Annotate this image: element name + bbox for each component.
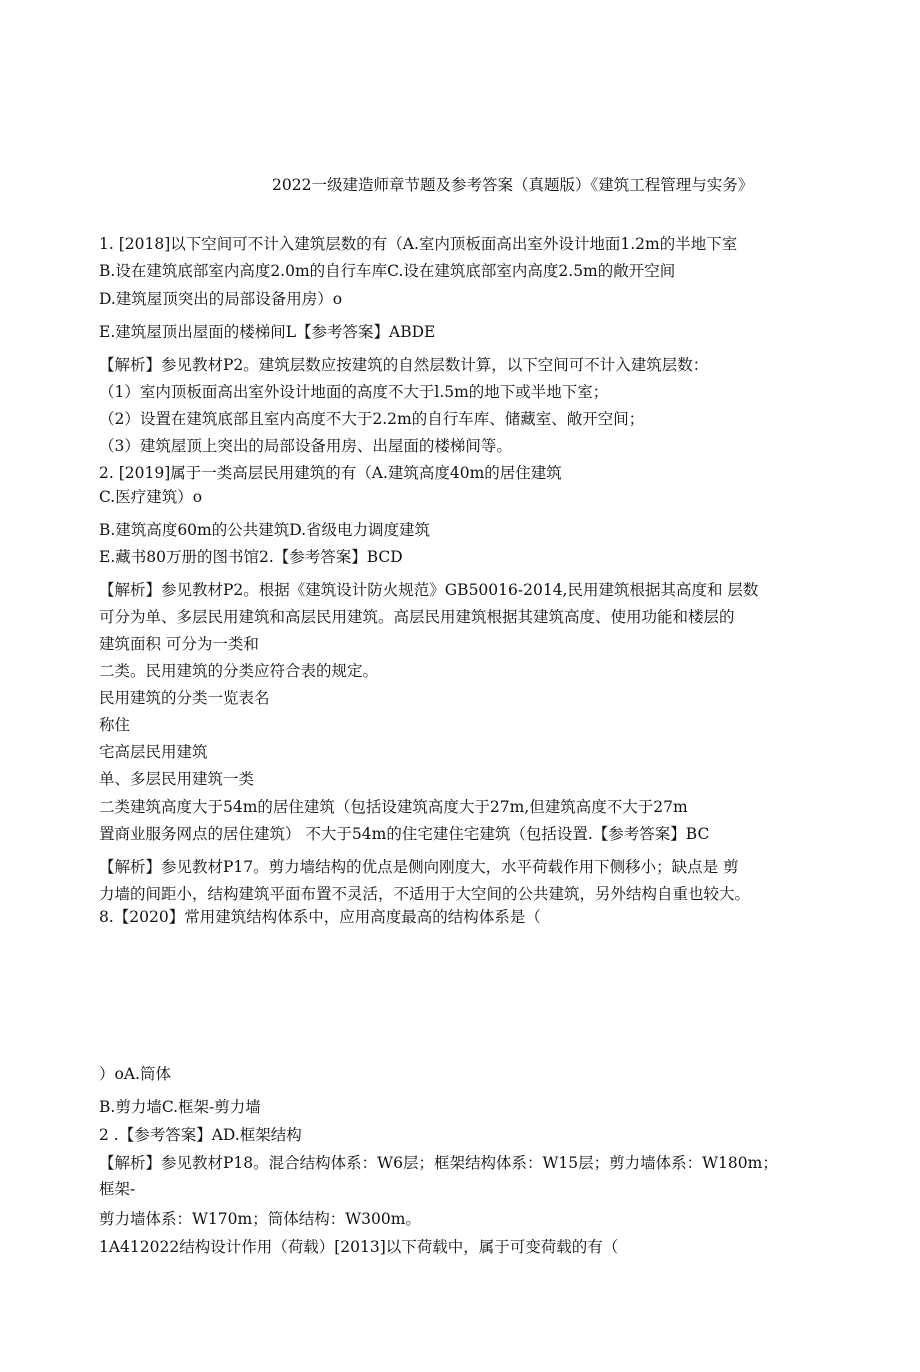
text-line: 宅高层民用建筑 xyxy=(99,743,208,761)
text-line: E.藏书80万册的图书馆2.【参考答案】BCD xyxy=(99,548,403,566)
text-line: 【解析】参见教材P2。建筑层数应按建筑的自然层数计算，以下空间可不计入建筑层数： xyxy=(99,356,709,374)
text-line: （1）室内顶板面高出室外设计地面的高度不大于l.5m的地下或半地下室； xyxy=(99,383,609,401)
text-line: 置商业服务网点的居住建筑） 不大于54m的住宅建住宅建筑（包括设置.【参考答案】BC xyxy=(99,825,710,843)
text-line: 二类建筑高度大于54m的居住建筑（包括设建筑高度大于27m,但建筑高度不大于27m xyxy=(99,798,688,816)
text-line: B.剪力墙C.框架-剪力墙 xyxy=(99,1098,261,1116)
text-line: B.建筑高度60m的公共建筑D.省级电力调度建筑 xyxy=(99,521,431,539)
text-line: 框架- xyxy=(99,1180,136,1198)
text-line: 2 .【参考答案】AD.框架结构 xyxy=(99,1126,302,1144)
text-line: 【解析】参见教材P17。剪力墙结构的优点是侧向刚度大，水平荷载作用下侧移小；缺点是 剪 xyxy=(99,858,739,876)
text-line: 可分为单、多层民用建筑和高层民用建筑。高层民用建筑根据其建筑高度、使用功能和楼层的 xyxy=(99,608,735,626)
text-line: B.设在建筑底部室内高度2.0m的自行车库C.设在建筑底部室内高度2.5m的敞开空间 xyxy=(99,262,676,280)
text-line: 建筑面积 可分为一类和 xyxy=(99,635,259,653)
text-line: （3）建筑屋顶上突出的局部设备用房、出屋面的楼梯间等。 xyxy=(99,437,512,455)
text-line: 剪力墙体系：W170m；筒体结构：W300m。 xyxy=(99,1210,421,1228)
text-line: 二类。民用建筑的分类应符合表的规定。 xyxy=(99,662,379,680)
text-line: ）oA.筒体 xyxy=(99,1065,171,1083)
text-line: 力墙的间距小，结构建筑平面布置不灵活，不适用于大空间的公共建筑，另外结构自重也较大。 xyxy=(99,885,751,903)
text-line: 2. [2019]属于一类高层民用建筑的有（A.建筑高度40m的居住建筑 xyxy=(99,464,562,482)
text-line: E.建筑屋顶出屋面的楼梯间L【参考答案】ABDE xyxy=(99,323,436,341)
text-line: 【解析】参见教材P2。根据《建筑设计防火规范》GB50016-2014,民用建筑根据其高度和 层数 xyxy=(99,581,759,599)
text-line: 【解析】参见教材P18。混合结构体系：W6层；框架结构体系：W15层；剪力墙体系：W180m； xyxy=(99,1154,778,1172)
text-line: 1. [2018]以下空间可不计入建筑层数的有（A.室内顶板面高出室外设计地面1.2m的半地下室 xyxy=(99,235,738,253)
text-line: 民用建筑的分类一览表名 xyxy=(99,689,270,707)
text-line: （2）设置在建筑底部且室内高度不大于2.2m的自行车库、储藏室、敞开空间； xyxy=(99,410,645,428)
text-line: 1A412022结构设计作用（荷载）[2013]以下荷载中，属于可变荷载的有（ xyxy=(99,1238,619,1256)
text-line: 称住 xyxy=(99,716,131,734)
text-line: C.医疗建筑）o xyxy=(99,488,203,506)
text-line: 8.【2020】常用建筑结构体系中，应用高度最高的结构体系是（ xyxy=(99,908,541,926)
page-title: 2022一级建造师章节题及参考答案（真题版）《建筑工程管理与实务》 xyxy=(272,176,754,194)
text-line: D.建筑屋顶突出的局部设备用房）o xyxy=(99,290,343,308)
text-line: 单、多层民用建筑一类 xyxy=(99,770,255,788)
